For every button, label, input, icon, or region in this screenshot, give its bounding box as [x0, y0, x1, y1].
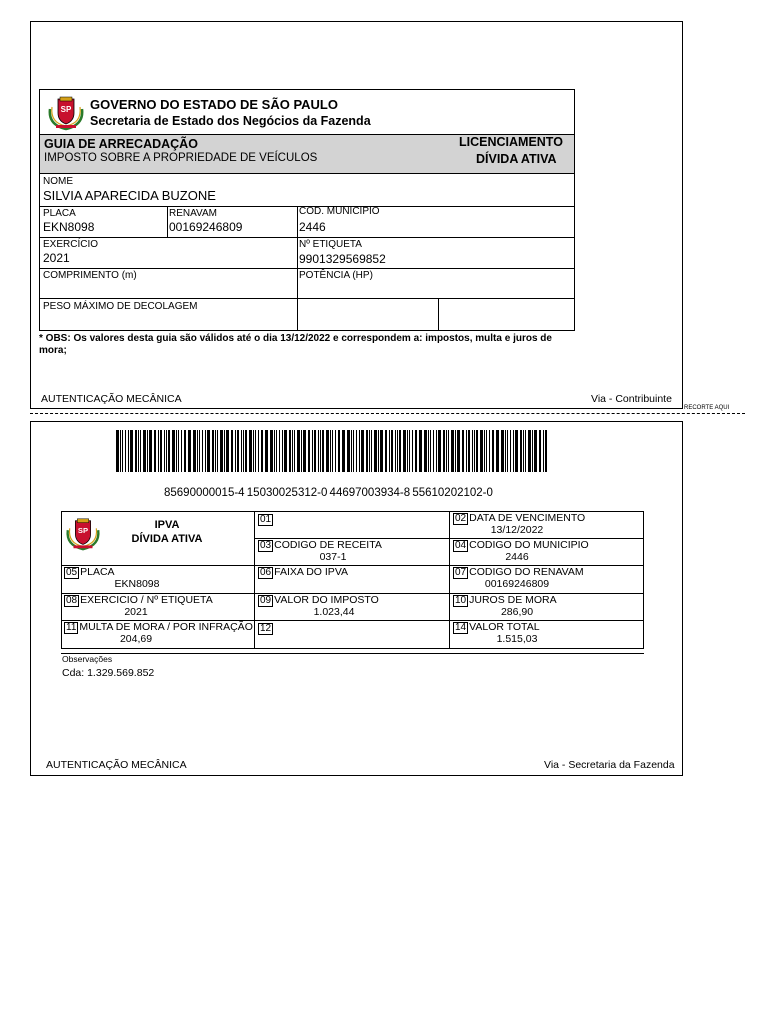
gov-subtitle: Secretaria de Estado dos Negócios da Fazenda [90, 114, 371, 128]
placa-label: PLACA [43, 208, 76, 219]
ipva-subtitle: DÍVIDA ATIVA [131, 533, 203, 545]
etiqueta-label: Nº ETIQUETA [299, 239, 362, 250]
recorte-aqui: RECORTE AQUI [684, 405, 730, 411]
guia-subtitle: IMPOSTO SOBRE A PROPRIEDADE DE VEÍCULOS [44, 152, 318, 164]
cell-07-value: 00169246809 [484, 578, 550, 590]
cell-05-label: 05 PLACA [66, 566, 115, 578]
autenticacao-2: AUTENTICAÇÃO MECÂNICA [46, 759, 187, 771]
cell-05-value: EKN8098 [114, 578, 160, 590]
svg-text:SP: SP [60, 105, 72, 114]
ipva-title: IPVA [154, 519, 180, 531]
obs-text: * OBS: Os valores desta guia são válidos até o dia 13/12/2022 e correspondem a: impostos, multa e juros de mora; [39, 333, 552, 356]
cell-14-value: 1.515,03 [496, 633, 538, 645]
renavam-label: RENAVAM [169, 208, 217, 219]
cell-10-label: 10 JUROS DE MORA [455, 594, 557, 606]
cell-04-label: 04 CODIGO DO MUNICIPIO [455, 539, 589, 551]
cell-14-label: 14 VALOR TOTAL [455, 621, 540, 633]
nome-label: NOME [43, 176, 73, 187]
renavam-value: 00169246809 [169, 220, 243, 234]
placa-value: EKN8098 [43, 220, 95, 234]
cell-04-value: 2446 [505, 551, 529, 563]
nome-value: SILVIA APARECIDA BUZONE [43, 188, 216, 203]
observacoes-label: Observações [62, 654, 113, 664]
cell-08-label: 08 EXERCICIO / Nº ETIQUETA [66, 594, 213, 606]
sp-coat-of-arms-logo [46, 95, 86, 131]
autenticacao-1: AUTENTICAÇÃO MECÂNICA [41, 393, 182, 405]
sp-coat-of-arms-logo-small [64, 516, 102, 552]
cell-11-value: 204,69 [119, 633, 153, 645]
cell-01: 01 [260, 514, 272, 525]
etiqueta-value: 9901329569852 [299, 252, 386, 266]
cell-03-value: 037-1 [319, 551, 347, 563]
cell-12: 12 [260, 623, 272, 634]
cell-11-label: 11 MULTA DE MORA / POR INFRAÇÃO [66, 621, 253, 633]
exercicio-value: 2021 [43, 251, 70, 265]
tipo-divida-ativa: DÍVIDA ATIVA [476, 152, 557, 166]
guia-title: GUIA DE ARRECADAÇÃO [44, 137, 198, 151]
exercicio-label: EXERCÍCIO [43, 239, 99, 250]
potencia-label: POTÊNCIA (HP) [299, 270, 373, 281]
cell-06-label: 06 FAIXA DO IPVA [260, 566, 349, 578]
peso-label: PESO MÁXIMO DE DECOLAGEM [43, 301, 198, 312]
tipo-licenciamento: LICENCIAMENTO [459, 135, 563, 149]
cell-09-value: 1.023,44 [313, 606, 355, 618]
via-secretaria: Via - Secretaria da Fazenda [544, 759, 675, 771]
cell-10-value: 286,90 [500, 606, 534, 618]
cell-09-label: 09 VALOR DO IMPOSTO [260, 594, 379, 606]
cda-value: Cda: 1.329.569.852 [62, 667, 155, 679]
barcode-number: 85690000015-4 15030025312-0 44697003934-8 55610202102-0 [164, 487, 493, 499]
cell-02-value: 13/12/2022 [490, 524, 544, 536]
comprimento-label: COMPRIMENTO (m) [43, 270, 137, 281]
via-contribuinte: Via - Contribuinte [591, 393, 672, 405]
municipio-value: 2446 [299, 220, 326, 234]
svg-text:SP: SP [77, 526, 89, 536]
barcode [116, 430, 548, 472]
cell-03-label: 03 CODIGO DE RECEITA [260, 539, 382, 551]
cell-07-label: 07 CODIGO DO RENAVAM [455, 566, 584, 578]
municipio-label: COD. MUNICIPIO [299, 206, 380, 217]
cut-line [30, 413, 745, 414]
cell-02-label: 02 DATA DE VENCIMENTO [455, 512, 586, 524]
gov-title: GOVERNO DO ESTADO DE SÃO PAULO [90, 97, 338, 112]
cell-08-value: 2021 [124, 606, 148, 618]
